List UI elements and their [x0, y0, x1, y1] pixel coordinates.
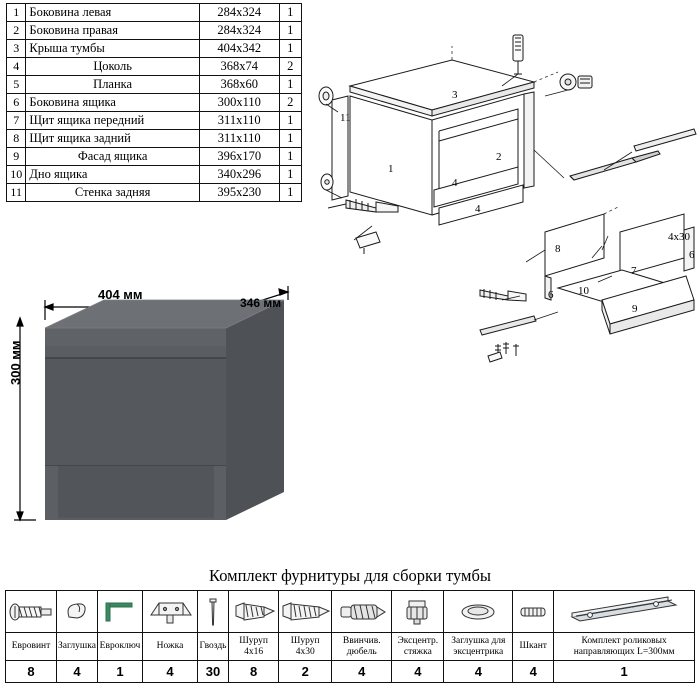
kit-item-count: 4 [392, 661, 444, 683]
part-number: 9 [7, 148, 26, 166]
screw-in-dowel-icon [332, 591, 392, 633]
furniture-leg-icon [143, 591, 198, 633]
cap-plug-icon [57, 591, 98, 633]
kit-item-count: 1 [554, 661, 695, 683]
part-quantity: 1 [279, 76, 301, 94]
kit-item-name: Евроключ [98, 633, 143, 661]
part-number: 11 [7, 184, 26, 202]
kit-item-count: 1 [98, 661, 143, 683]
table-row [7, 76, 302, 94]
part-number: 8 [7, 130, 26, 148]
kit-names-row [6, 633, 695, 661]
part-name: Фасад ящика [26, 148, 200, 166]
callout-11: 11 [340, 112, 351, 124]
callout-10: 10 [578, 285, 589, 297]
parts-table-body [7, 4, 302, 202]
part-number: 3 [7, 40, 26, 58]
callout-6b: 6 [689, 249, 695, 261]
callout-4b: 4 [475, 203, 481, 215]
part-dimensions: 340х296 [199, 166, 279, 184]
table-row [7, 94, 302, 112]
table-row [7, 58, 302, 76]
part-quantity: 2 [279, 94, 301, 112]
part-number: 5 [7, 76, 26, 94]
kit-item-count: 4 [513, 661, 554, 683]
part-quantity: 1 [279, 112, 301, 130]
nail-icon [198, 591, 229, 633]
part-name: Стенка задняя [26, 184, 200, 202]
depth-dimension-label: 346 мм [240, 296, 282, 310]
part-quantity: 1 [279, 184, 301, 202]
part-name: Дно ящика [26, 166, 200, 184]
parts-table [6, 3, 302, 202]
part-dimensions: 300х110 [199, 94, 279, 112]
kit-item-count: 30 [198, 661, 229, 683]
part-number: 6 [7, 94, 26, 112]
cabinet-render [0, 270, 300, 560]
kit-item-count: 4 [332, 661, 392, 683]
table-row [7, 166, 302, 184]
part-name: Боковина левая [26, 4, 200, 22]
kit-item-name: Эксцентр. стяжка [392, 633, 444, 661]
eurovint-screw-icon [6, 591, 57, 633]
part-dimensions: 311х110 [199, 130, 279, 148]
part-name: Щит ящика передний [26, 112, 200, 130]
hardware-kit-table [5, 590, 695, 683]
kit-item-name: Евровинт [6, 633, 57, 661]
kit-item-count: 4 [444, 661, 513, 683]
table-row [7, 40, 302, 58]
euro-key-icon [98, 591, 143, 633]
kit-item-name: Ножка [143, 633, 198, 661]
kit-item-count: 4 [143, 661, 198, 683]
part-name: Боковина ящика [26, 94, 200, 112]
table-row [7, 148, 302, 166]
callout-2: 2 [496, 151, 502, 163]
part-number: 2 [7, 22, 26, 40]
part-dimensions: 284х324 [199, 22, 279, 40]
callout-9: 9 [632, 303, 638, 315]
screw-size-note: 4х30 [668, 231, 690, 243]
kit-item-name: Гвоздь [198, 633, 229, 661]
roller-slides-kit-icon [554, 591, 695, 633]
part-number: 10 [7, 166, 26, 184]
part-dimensions: 368х74 [199, 58, 279, 76]
width-dimension-label: 404 мм [98, 287, 143, 302]
part-dimensions: 284х324 [199, 4, 279, 22]
kit-item-name: Заглушка [57, 633, 98, 661]
part-dimensions: 395х230 [199, 184, 279, 202]
kit-item-count: 8 [6, 661, 57, 683]
part-dimensions: 311х110 [199, 112, 279, 130]
part-quantity: 1 [279, 130, 301, 148]
callout-8: 8 [555, 243, 561, 255]
part-dimensions: 368х60 [199, 76, 279, 94]
part-quantity: 1 [279, 22, 301, 40]
dowel-pin-icon [513, 591, 554, 633]
hardware-kit-title: Комплект фурнитуры для сборки тумбы [209, 566, 491, 585]
table-row [7, 112, 302, 130]
kit-item-name: Шуруп 4х16 [229, 633, 279, 661]
part-quantity: 2 [279, 58, 301, 76]
part-name: Цоколь [26, 58, 200, 76]
part-dimensions: 396х170 [199, 148, 279, 166]
table-row [7, 4, 302, 22]
part-quantity: 1 [279, 166, 301, 184]
part-name: Щит ящика задний [26, 130, 200, 148]
cam-cover-cap-icon [444, 591, 513, 633]
kit-item-name: Заглушка для эксцентрика [444, 633, 513, 661]
screw-4x30-icon [279, 591, 332, 633]
part-number: 1 [7, 4, 26, 22]
part-name: Крыша тумбы [26, 40, 200, 58]
kit-icons-row [6, 591, 695, 633]
kit-item-count: 2 [279, 661, 332, 683]
cam-lock-icon [392, 591, 444, 633]
part-quantity: 1 [279, 4, 301, 22]
part-dimensions: 404х342 [199, 40, 279, 58]
callout-1: 1 [388, 163, 394, 175]
callout-6: 6 [548, 289, 554, 301]
table-row [7, 184, 302, 202]
part-quantity: 1 [279, 148, 301, 166]
callout-3: 3 [452, 89, 458, 101]
exploded-assembly-diagram [302, 0, 700, 370]
kit-item-name: Комплект роликовых направляющих L=300мм [554, 633, 695, 661]
callout-7: 7 [631, 265, 637, 277]
part-number: 7 [7, 112, 26, 130]
part-name: Боковина правая [26, 22, 200, 40]
kit-item-name: Шуруп 4х30 [279, 633, 332, 661]
kit-item-count: 4 [57, 661, 98, 683]
kit-item-name: Ввинчив. дюбель [332, 633, 392, 661]
callout-4: 4 [452, 177, 458, 189]
kit-item-count: 8 [229, 661, 279, 683]
part-quantity: 1 [279, 40, 301, 58]
table-row [7, 22, 302, 40]
screw-4x16-icon [229, 591, 279, 633]
table-row [7, 130, 302, 148]
kit-item-name: Шкант [513, 633, 554, 661]
part-number: 4 [7, 58, 26, 76]
kit-counts-row [6, 661, 695, 683]
height-dimension-label: 300 мм [8, 340, 23, 385]
part-name: Планка [26, 76, 200, 94]
